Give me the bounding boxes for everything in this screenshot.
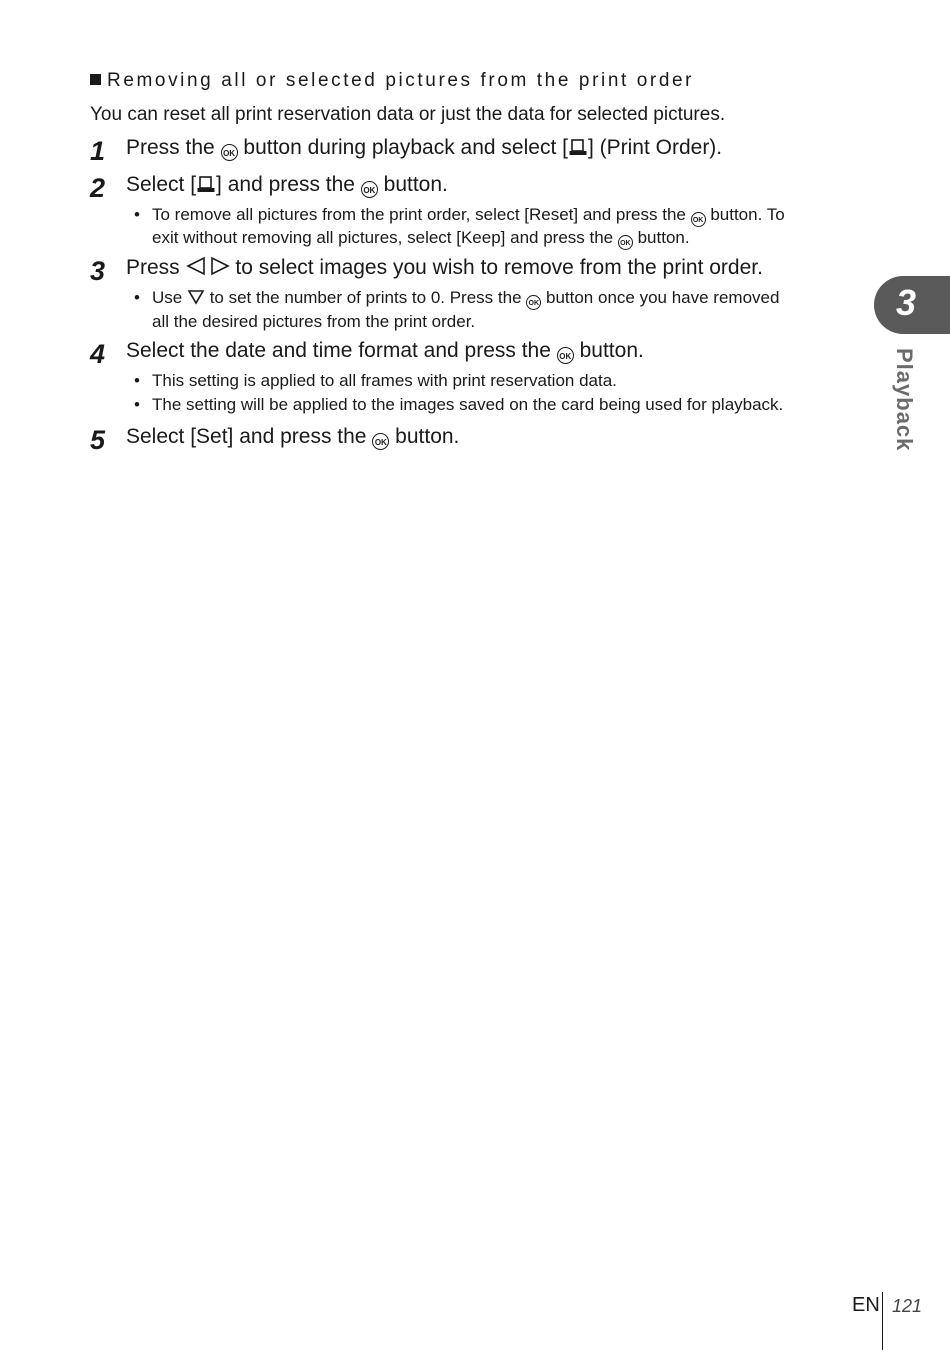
chapter-tab (874, 276, 950, 334)
step-text: Select [Set] and press the OK button. (126, 425, 460, 448)
footer-divider (882, 1292, 883, 1350)
step-number: 4 (90, 339, 106, 369)
step-text: Press to select images you wish to remove from the print order. (126, 256, 763, 282)
chapter-label: Playback (892, 348, 917, 452)
step-text: Select the date and time format and press the OK button. (126, 339, 644, 362)
section-heading: Removing all or selected pictures from the print order (90, 70, 694, 92)
print-order-icon (196, 175, 216, 201)
step-text: Press the OK button during playback and select [ ] (Print Order). (126, 136, 722, 164)
bullet-item: • Use to set the number of prints to 0. Press the OK button once you have removed all the desired pictures from the print order. (134, 288, 780, 331)
ok-button-icon: OK (361, 181, 378, 198)
ok-button-icon: OK (691, 212, 706, 227)
print-order-icon (568, 138, 588, 164)
square-bullet-icon (90, 74, 101, 85)
footer-language: EN (852, 1294, 880, 1316)
ok-button-icon: OK (221, 144, 238, 161)
step-number: 1 (90, 136, 106, 166)
down-arrow-icon (187, 289, 205, 311)
step-number: 5 (90, 425, 106, 455)
ok-button-icon: OK (372, 433, 389, 450)
ok-button-icon: OK (618, 235, 633, 250)
step-number: 2 (90, 173, 106, 203)
ok-button-icon: OK (557, 347, 574, 364)
step-number: 3 (90, 256, 106, 286)
page-number: 121 (892, 1296, 923, 1316)
chapter-number: 3 (896, 282, 917, 323)
bullet-item: • The setting will be applied to the images saved on the card being used for playback. (134, 395, 784, 414)
bullet-item: • This setting is applied to all frames with print reservation data. (134, 371, 617, 390)
left-right-arrows-icon (186, 256, 230, 282)
bullet-item: • To remove all pictures from the print order, select [Reset] and press the OK button. To exit without removing all pictures, select [Keep] and press the OK button. (152, 204, 852, 250)
intro-text: You can reset all print reservation data or just the data for selected pictures. (90, 104, 726, 125)
step-text: Select [ ] and press the OK button. (126, 173, 448, 201)
ok-button-icon: OK (526, 295, 541, 310)
